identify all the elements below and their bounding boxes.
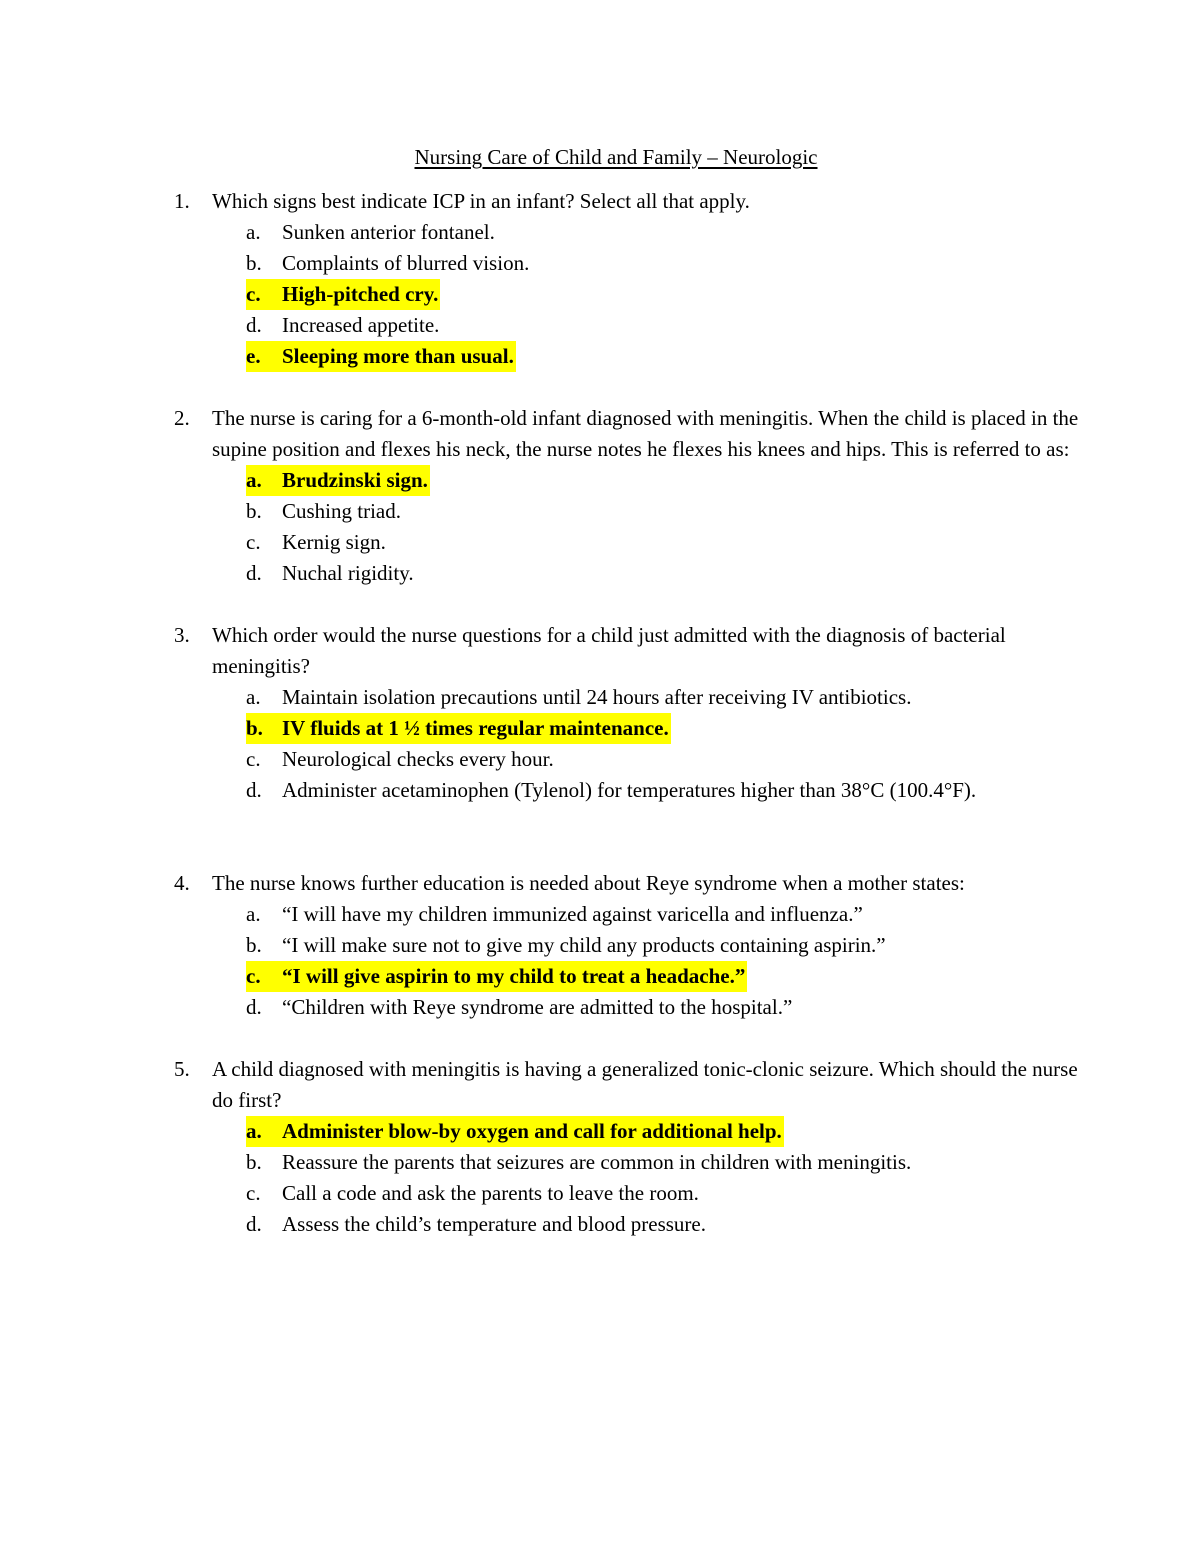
option-1a: [0, 217, 1200, 248]
option-text: Administer blow-by oxygen and call for additional help.: [282, 1119, 782, 1143]
option-letter: a.: [246, 1119, 262, 1143]
option-text: Complaints of blurred vision.: [282, 251, 530, 275]
option-list: [0, 217, 1200, 372]
option-5c: [0, 1178, 1200, 1209]
option-1d: [0, 310, 1200, 341]
option-3d: [0, 775, 1200, 837]
option-letter: b.: [246, 716, 263, 740]
option-letter: e.: [246, 344, 261, 368]
question-number: 2.: [174, 406, 190, 430]
option-3c: [0, 744, 1200, 775]
question-2: [0, 403, 1200, 589]
option-list: [0, 682, 1200, 837]
option-4c-correct: [0, 961, 1200, 992]
question-number: 1.: [174, 189, 190, 213]
option-5b: [0, 1147, 1200, 1178]
option-letter: c.: [246, 1181, 261, 1205]
option-text: Administer acetaminophen (Tylenol) for temperatures higher than 38°C (100.4°F).: [282, 778, 977, 802]
option-4a: [0, 899, 1200, 930]
option-text: Kernig sign.: [282, 530, 386, 554]
option-letter: c.: [246, 747, 261, 771]
option-letter: b.: [246, 933, 262, 957]
option-3b-correct: [0, 713, 1200, 744]
option-2c: [0, 527, 1200, 558]
option-letter: a.: [246, 902, 261, 926]
question-number: 4.: [174, 871, 190, 895]
option-text: Call a code and ask the parents to leave the room.: [282, 1181, 699, 1205]
option-text: Brudzinski sign.: [282, 468, 428, 492]
option-4b: [0, 930, 1200, 961]
option-list: [0, 899, 1200, 1023]
option-letter: c.: [246, 282, 261, 306]
option-text: Reassure the parents that seizures are common in children with meningitis.: [282, 1150, 912, 1174]
option-5d: [0, 1209, 1200, 1240]
option-5a-correct: [0, 1116, 1200, 1147]
option-text: Sunken anterior fontanel.: [282, 220, 495, 244]
option-1b: [0, 248, 1200, 279]
option-text: Nuchal rigidity.: [282, 561, 414, 585]
question-number: 5.: [174, 1057, 190, 1081]
option-text: IV fluids at 1 ½ times regular maintenance.: [282, 716, 669, 740]
option-2b: [0, 496, 1200, 527]
option-letter: c.: [246, 530, 261, 554]
option-letter: b.: [246, 251, 262, 275]
question-text: The nurse is caring for a 6-month-old infant diagnosed with meningitis. When the child is placed in the supine position and flexes his neck, the nurse notes he flexes his knees and hips. This is referred to as:: [212, 406, 1079, 461]
option-text: Assess the child’s temperature and blood pressure.: [282, 1212, 706, 1236]
question-1: [0, 186, 1200, 372]
option-letter: a.: [246, 685, 261, 709]
option-4d: [0, 992, 1200, 1023]
option-text: “I will have my children immunized against varicella and influenza.”: [282, 902, 863, 926]
question-5: [0, 1054, 1200, 1240]
option-1c-correct: [0, 279, 1200, 310]
option-text: Increased appetite.: [282, 313, 440, 337]
question-3: [0, 620, 1200, 837]
option-letter: d.: [246, 313, 262, 337]
question-text: A child diagnosed with meningitis is having a generalized tonic-clonic seizure. Which should the nurse do first?: [212, 1057, 1078, 1112]
option-letter: d.: [246, 1212, 262, 1236]
option-letter: a.: [246, 220, 261, 244]
question-text: The nurse knows further education is needed about Reye syndrome when a mother states:: [212, 871, 965, 895]
option-letter: b.: [246, 499, 262, 523]
option-text: “I will make sure not to give my child any products containing aspirin.”: [282, 933, 886, 957]
option-text: Maintain isolation precautions until 24 hours after receiving IV antibiotics.: [282, 685, 912, 709]
option-text: “I will give aspirin to my child to treat a headache.”: [282, 964, 746, 988]
question-text: Which signs best indicate ICP in an infant? Select all that apply.: [212, 189, 750, 213]
document-title: Nursing Care of Child and Family – Neurologic: [414, 145, 818, 169]
question-text: Which order would the nurse questions for a child just admitted with the diagnosis of bacterial meningitis?: [212, 623, 1006, 678]
option-letter: d.: [246, 561, 262, 585]
option-text: “Children with Reye syndrome are admitted to the hospital.”: [282, 995, 793, 1019]
question-list: [0, 186, 1200, 1271]
option-letter: a.: [246, 468, 262, 492]
question-4: [0, 868, 1200, 1023]
option-letter: c.: [246, 964, 261, 988]
option-letter: d.: [246, 995, 262, 1019]
option-3a: [0, 682, 1200, 713]
option-text: High-pitched cry.: [282, 282, 439, 306]
question-number: 3.: [174, 623, 190, 647]
option-2d: [0, 558, 1200, 589]
option-1e-correct: [0, 341, 1200, 372]
option-text: Neurological checks every hour.: [282, 747, 554, 771]
option-text: Sleeping more than usual.: [282, 344, 514, 368]
option-letter: d.: [246, 778, 262, 802]
option-letter: b.: [246, 1150, 262, 1174]
option-list: [0, 1116, 1200, 1240]
option-2a-correct: [0, 465, 1200, 496]
option-list: [0, 465, 1200, 589]
option-text: Cushing triad.: [282, 499, 401, 523]
